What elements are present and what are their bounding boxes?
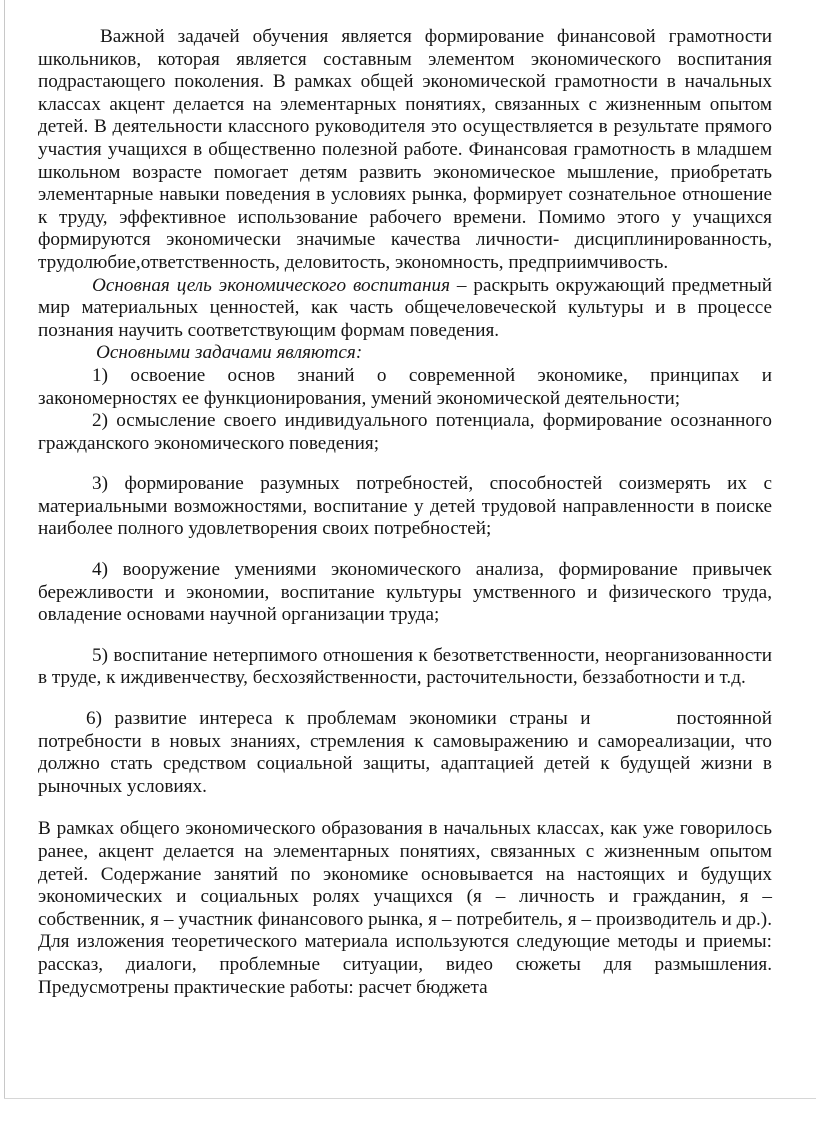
goal-paragraph xyxy=(38,275,772,343)
goal-label: Основная цель экономического воспитания xyxy=(92,274,451,296)
task-item-3: 3) формирование разумных потребностей, способностей соизмерять их с материальными возможностями, воспитание у детей трудовой направленности в поиске наиболее полного удовлетворения своих потребностей; xyxy=(38,473,772,540)
document-body xyxy=(38,26,772,999)
scan-bottom-edge xyxy=(4,1098,816,1099)
tasks-title: Основными задачами являются: xyxy=(96,342,363,364)
task-item-5: 5) воспитание нетерпимого отношения к безответственности, неорганизованности в труде, к иждивенчеству, бесхозяйственности, расточительности, беззаботности и т.д. xyxy=(38,644,772,689)
task-item-4: 4) вооружение умениями экономического анализа, формирование привычек бережливости и экономии, воспитание культуры умственного и физического труда, овладение основами научной организации труда; xyxy=(38,559,772,626)
intro-paragraph: Важной задачей обучения является формирование финансовой грамотности школьников, которая является составным элементом экономического воспитания подрастающего поколения. В рамках общей экономической грамотности в начальных классах акцент делается на элементарных понятиях, связанных с жизненным опытом детей. В деятельности классного руководителя это осуществляется в результате прямого участия учащихся в общественно полезной работе. Финансовая грамотность в младшем школьном возрасте помогает детям развить экономическое мышление, приобретать элементарные навыки поведения в условиях рынка, формирует сознательное отношение к труду, эффективное использование рабочего времени. Помимо этого у учащихся формируются экономически значимые качества личности- дисциплинированность, трудолюбие,ответственность, деловитость, экономность, предприимчивость. xyxy=(38,26,772,273)
task-item-6-start: 6) развитие интереса к проблемам экономики страны и xyxy=(86,708,591,730)
task-item-6 xyxy=(38,708,772,798)
task-item-1: 1) освоение основ знаний о современной экономике, принципах и закономерностях ее функционирования, умений экономической деятельности; xyxy=(38,364,772,409)
scan-left-edge xyxy=(4,0,5,1098)
task-item-2: 2) осмысление своего индивидуального потенциала, формирование осознанного гражданского экономического поведения; xyxy=(38,410,772,454)
goal-text: – раскрыть окружающий предметный мир материальных ценностей, как часть общечеловеческой культуры и в процессе познания научить соответствующим формам поведения. xyxy=(38,274,772,341)
task-item-6-rest: постоянной потребности в новых знаниях, стремления к самовыражению и самореализации, что должно стать средством социальной защиты, адаптацией детей к будущей жизни в рыночных условиях. xyxy=(38,708,772,797)
closing-paragraph: В рамках общего экономического образования в начальных классах, как уже говорилось ранее, акцент делается на элементарных понятиях, связанных с жизненным опытом детей. Содержание занятий по экономике основывается на настоящих и будущих экономических и социальных ролях учащихся (я – личность и гражданин, я – собственник, я – участник финансового рынка, я – потребитель, я – производитель и др.). Для изложения теоретического материала используются следующие методы и приемы: рассказ, диалоги, проблемные ситуации, видео сюжеты для размышления. Предусмотрены практические работы: расчет бюджета xyxy=(38,818,772,998)
